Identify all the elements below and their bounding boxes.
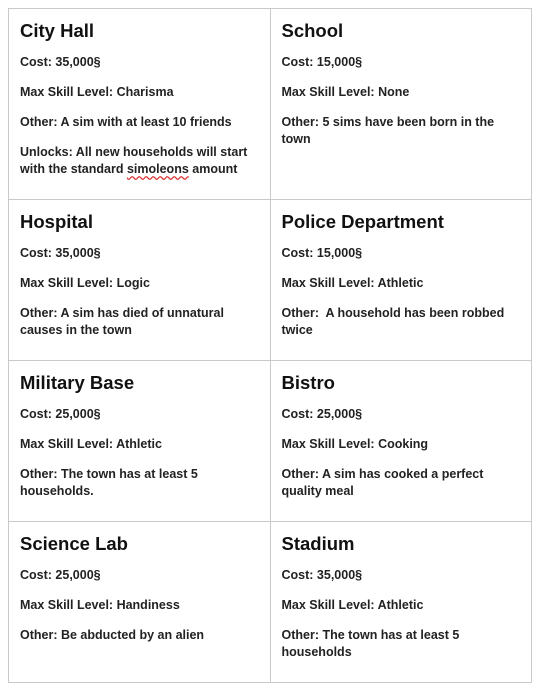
unlocks-text-end: amount	[188, 162, 238, 176]
table-row	[9, 361, 532, 522]
building-skill: Max Skill Level: Athletic	[20, 437, 162, 451]
buildings-table	[8, 8, 532, 683]
table-row	[9, 200, 532, 361]
building-other: Other: A household has been robbed twice	[281, 306, 508, 337]
building-title: Stadium	[281, 533, 355, 554]
building-cost: Cost: 35,000§	[281, 568, 363, 582]
building-title: Police Department	[281, 211, 444, 232]
building-cost: Cost: 15,000§	[281, 55, 363, 69]
building-skill: Max Skill Level: Handiness	[20, 598, 180, 612]
building-skill: Max Skill Level: Cooking	[281, 437, 429, 451]
building-other: Other: A sim with at least 10 friends	[20, 115, 232, 129]
building-cell-stadium	[270, 522, 532, 683]
building-skill: Max Skill Level: Athletic	[281, 598, 424, 612]
unlocks-text: Unlocks: All new households will start with the standard	[20, 145, 248, 176]
building-skill: Max Skill Level: Athletic	[281, 276, 424, 290]
building-cost: Cost: 25,000§	[20, 568, 101, 582]
building-skill: Max Skill Level: Logic	[20, 276, 150, 290]
building-cell-science-lab	[9, 522, 271, 683]
building-title: City Hall	[20, 20, 95, 41]
spellcheck-word: simoleons	[126, 162, 189, 176]
building-other: Other: A sim has cooked a perfect quality meal	[281, 467, 484, 498]
building-unlocks	[20, 144, 260, 178]
building-title: School	[281, 20, 344, 41]
table-row	[9, 9, 532, 200]
building-skill: Max Skill Level: None	[281, 85, 410, 99]
building-other: Other: Be abducted by an alien	[20, 628, 205, 642]
building-cost: Cost: 35,000§	[20, 246, 101, 260]
building-title: Bistro	[281, 372, 335, 393]
building-cell-military-base	[9, 361, 271, 522]
building-cell-city-hall	[9, 9, 271, 200]
building-title: Hospital	[20, 211, 93, 232]
building-other: Other: The town has at least 5 households.	[20, 467, 198, 498]
building-cell-bistro	[270, 361, 532, 522]
building-other: Other: 5 sims have been born in the town	[281, 115, 495, 146]
building-cost: Cost: 15,000§	[281, 246, 363, 260]
building-cell-school	[270, 9, 532, 200]
building-other: Other: The town has at least 5 households	[281, 628, 460, 659]
building-title: Military Base	[20, 372, 135, 393]
building-other: Other: A sim has died of unnatural causes in the town	[20, 306, 224, 337]
building-skill: Max Skill Level: Charisma	[20, 85, 174, 99]
building-cell-hospital	[9, 200, 271, 361]
building-title: Science Lab	[20, 533, 128, 554]
table-row	[9, 522, 532, 683]
building-cost: Cost: 25,000§	[281, 407, 363, 421]
building-cell-police-department	[270, 200, 532, 361]
building-cost: Cost: 35,000§	[20, 55, 101, 69]
building-cost: Cost: 25,000§	[20, 407, 101, 421]
